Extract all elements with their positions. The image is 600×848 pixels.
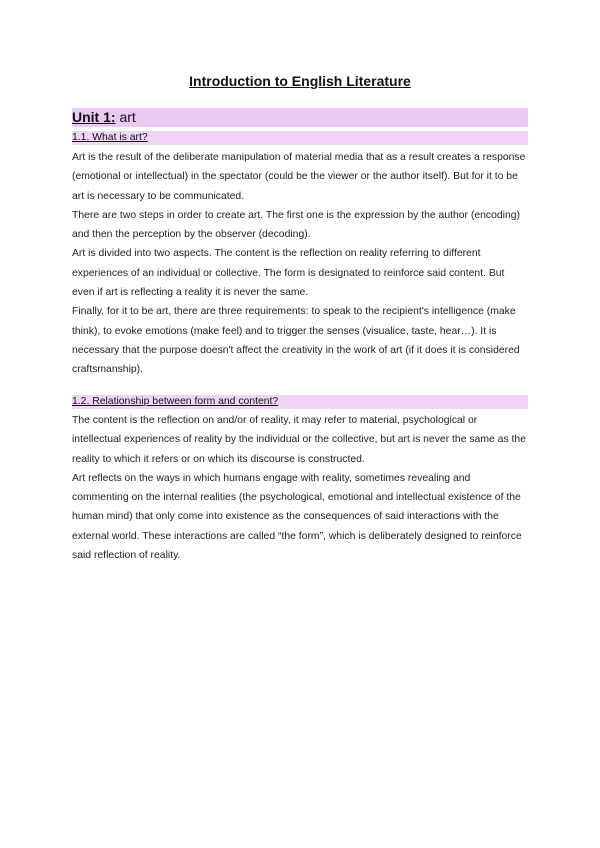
section-body-form-and-content xyxy=(72,411,528,565)
paragraph: Art reflects on the ways in which humans engage with reality, sometimes revealing and commenting on the internal realities (the psychological, emotional and intellectual existence of the human mind) that only come into existence as the consequences of said interactions with the external world. These interactions are called “the form”, which is deliberately designed to reinforce said reflection of reality. xyxy=(72,472,522,562)
paragraph: Art is divided into two aspects. The content is the reflection on reality referring to different experiences of an individual or collective. The form is designated to reinforce said content. But even if art is reflecting a reality it is never the same. xyxy=(72,248,505,299)
unit-label: Unit 1: xyxy=(72,109,116,125)
unit-name: art xyxy=(115,109,136,125)
unit-heading xyxy=(72,108,528,127)
section-heading-text: 1.1. What is art? xyxy=(72,132,148,143)
section-body-what-is-art xyxy=(72,148,528,380)
section-heading-what-is-art xyxy=(72,131,528,145)
paragraph: Art is the result of the deliberate manipulation of material media that as a result creates a response (emotional or intellectual) in the spectator (could be the viewer or the author itself). But for it to be art is necessary to be communicated. xyxy=(72,152,526,202)
document-title: Introduction to English Literature xyxy=(189,73,411,89)
section-heading-form-and-content xyxy=(72,395,528,409)
section-heading-text: 1.2. Relationship between form and content? xyxy=(72,396,279,407)
paragraph: The content is the reflection on and/or of reality, it may refer to material, psychological or intellectual experiences of reality by the individual or the collective, but art is never the same as the reality to which it refers or on which its discourse is constructed. xyxy=(72,415,526,465)
paragraph: Finally, for it to be art, there are three requirements: to speak to the recipient's intelligence (make think), to evoke emotions (make feel) and to trigger the senses (visualice, taste, hear…). It is necessary that the purpose doesn't affect the creativity in the work of art (if it does it is considered craftsmanship). xyxy=(72,306,520,376)
paragraph: There are two steps in order to create art. The first one is the expression by the author (encoding) and then the perception by the observer (decoding). xyxy=(72,209,520,241)
